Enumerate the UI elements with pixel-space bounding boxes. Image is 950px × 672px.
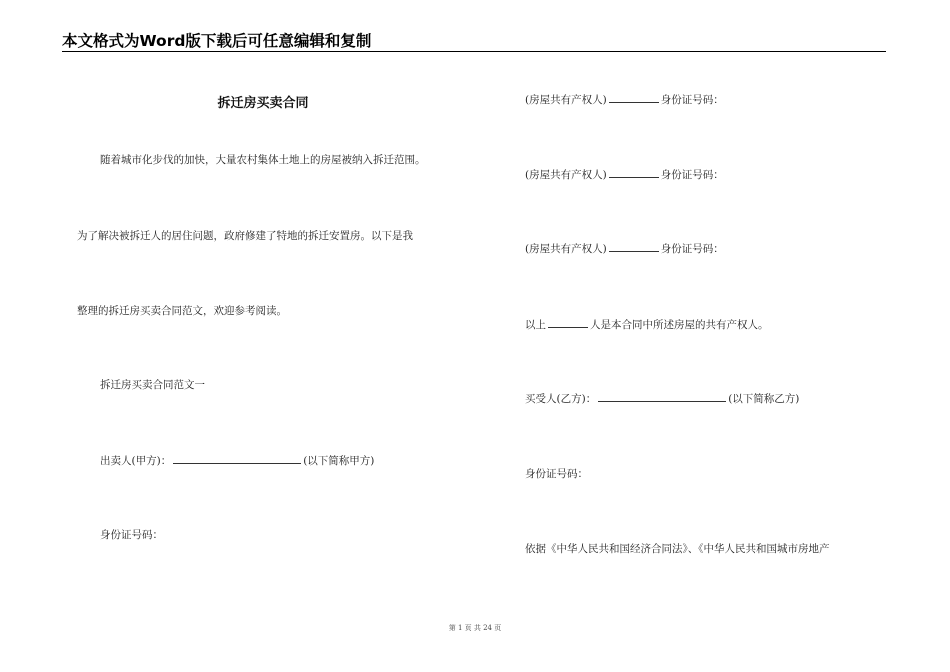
seller-suffix: (以下简称甲方) <box>303 455 375 467</box>
coowner-summary-line <box>525 318 769 332</box>
buyer-name-blank <box>598 392 726 402</box>
coowner-label-2: (房屋共有产权人) <box>525 169 607 181</box>
document-header-banner: 本文格式为Word版下载后可任意编辑和复制 <box>62 32 372 50</box>
coowner-label-1: (房屋共有产权人) <box>525 94 607 106</box>
coowner-id-label-1: 身份证号码： <box>660 94 724 106</box>
coowner-count-blank <box>548 318 588 328</box>
coowner-label-3: (房屋共有产权人) <box>525 243 607 255</box>
coowner-name-blank-2 <box>609 168 659 178</box>
seller-line <box>100 454 374 468</box>
coowner-name-blank-3 <box>609 242 659 252</box>
coowner-name-blank-1 <box>609 93 659 103</box>
buyer-line <box>525 392 799 406</box>
contract-title: 拆迁房买卖合同 <box>217 96 309 111</box>
buyer-label: 买受人(乙方)： <box>525 393 597 405</box>
coowner-line-1 <box>525 93 724 107</box>
section-heading: 拆迁房买卖合同范文一 <box>100 379 205 391</box>
header-divider <box>62 51 886 52</box>
coowner-line-3 <box>525 242 724 256</box>
seller-name-blank <box>173 454 301 464</box>
coowner-summary-suffix: 人是本合同中所述房屋的共有产权人。 <box>590 319 769 331</box>
coowner-line-2 <box>525 168 724 182</box>
intro-line-3: 整理的拆迁房买卖合同范文，欢迎参考阅读。 <box>77 305 287 317</box>
intro-line-2: 为了解决被拆迁人的居住问题，政府修建了特地的拆迁安置房。以下是我 <box>77 230 413 242</box>
buyer-id-line: 身份证号码： <box>525 468 588 480</box>
buyer-suffix: (以下简称乙方) <box>728 393 800 405</box>
seller-label: 出卖人(甲方)： <box>100 455 172 467</box>
legal-basis-line: 依据《中华人民共和国经济合同法》、《中华人民共和国城市房地产 <box>525 543 830 555</box>
page-indicator: 第 1 页 共 24 页 <box>448 624 502 632</box>
coowner-id-label-2: 身份证号码： <box>660 169 724 181</box>
intro-line-1: 随着城市化步伐的加快，大量农村集体土地上的房屋被纳入拆迁范围。 <box>100 154 426 166</box>
coowner-summary-prefix: 以上 <box>525 319 546 331</box>
seller-id-line: 身份证号码： <box>100 529 163 541</box>
coowner-id-label-3: 身份证号码： <box>660 243 724 255</box>
